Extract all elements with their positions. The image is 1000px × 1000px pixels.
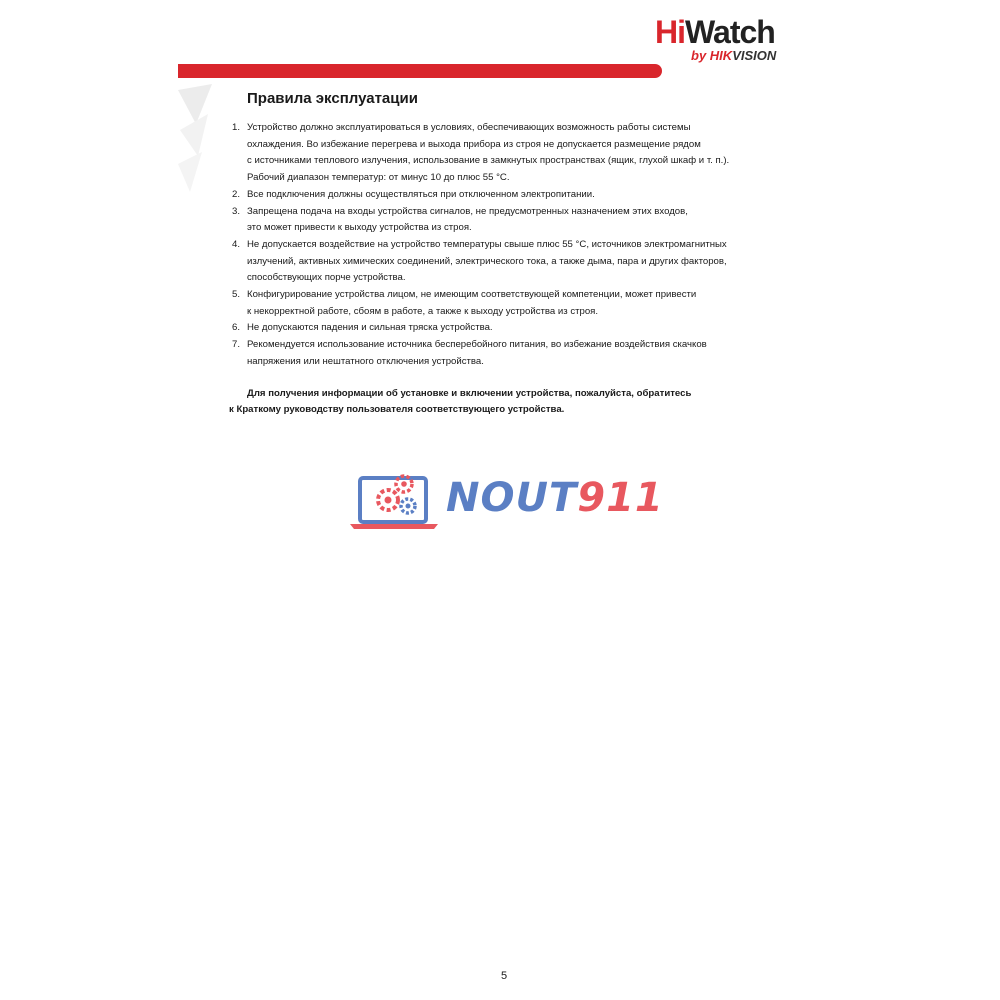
rule-text-line: Запрещена подача на входы устройства сигналов, не предусмотренных назначением этих входов, (247, 205, 688, 217)
rule-text-line: к некорректной работе, сбоям в работе, а также к выходу устройства из строя. (247, 305, 599, 317)
logo-hik: HIK (709, 48, 733, 63)
rule-number: 3. (232, 205, 241, 217)
rule-text-line: Рабочий диапазон температур: от минус 10 до плюс 55 °С. (247, 172, 510, 184)
rule-number: 5. (232, 289, 241, 301)
rule-text-line: способствующих порче устройства. (247, 272, 406, 284)
rule-text-line: с источниками теплового излучения, использование в замкнутых пространствах (ящик, глухой шкаф и т. п.). (247, 155, 730, 167)
logo-subline (691, 48, 776, 64)
rule-item (232, 204, 772, 237)
logo-wordmark (655, 14, 775, 50)
rule-text-line: Не допускается воздействие на устройство температуры свыше плюс 55 °С, источников электромагнитных (247, 238, 727, 250)
note-line-1: Для получения информации об установке и включении устройства, пожалуйста, обратитесь (247, 388, 692, 399)
page-number: 5 (500, 970, 508, 982)
rule-item (232, 120, 772, 187)
rule-text-line: Устройство должно эксплуатироваться в условиях, обеспечивающих возможность работы системы (247, 122, 691, 133)
rule-text-line: охлаждения. Во избежание перегрева и выхода прибора из строя не допускается размещение рядом (247, 138, 701, 150)
watermark-text (446, 476, 664, 520)
rule-item (232, 287, 772, 320)
laptop-gears-icon (348, 462, 440, 534)
nout911-watermark (348, 462, 664, 534)
rule-text-line: излучений, активных химических соединений, электрического тока, а также дыма, пара и других факторов, (247, 255, 727, 267)
rule-number: 7. (232, 339, 241, 351)
logo-hi: Hi (655, 14, 685, 50)
rule-item (232, 337, 772, 370)
note-line-2: к Краткому руководству пользователя соответствующего устройства. (229, 404, 565, 415)
logo-watch: Watch (685, 14, 775, 50)
rule-text-line: Все подключения должны осуществляться при отключенном электропитании. (247, 188, 595, 200)
rule-number: 4. (232, 238, 241, 250)
rule-item (232, 187, 772, 204)
rule-item (232, 320, 772, 337)
rule-text-line: Конфигурирование устройства лицом, не имеющим соответствующей компетенции, может привести (247, 289, 697, 301)
logo-by: by (691, 48, 710, 63)
rule-number: 6. (232, 322, 241, 334)
rule-item (232, 237, 772, 287)
decorative-shapes (176, 84, 226, 194)
watermark-911: 911 (577, 475, 664, 521)
rule-number: 1. (232, 122, 241, 133)
watermark-nout: NOUT (446, 475, 578, 521)
rule-text-line: это может привести к выходу устройства из строя. (247, 222, 472, 234)
rule-text-line: Рекомендуется использование источника бесперебойного питания, во избежание воздействия скачков (247, 339, 707, 351)
rule-number: 2. (232, 188, 241, 200)
info-note (229, 386, 789, 418)
rule-text-line: Не допускаются падения и сильная тряска устройства. (247, 322, 493, 334)
logo-vision: VISION (732, 48, 777, 63)
rules-list (232, 120, 772, 371)
rule-text-line: напряжения или нештатного отключения устройства. (247, 355, 484, 367)
page-title: Правила эксплуатации (247, 90, 418, 107)
header-stripe (178, 64, 662, 78)
